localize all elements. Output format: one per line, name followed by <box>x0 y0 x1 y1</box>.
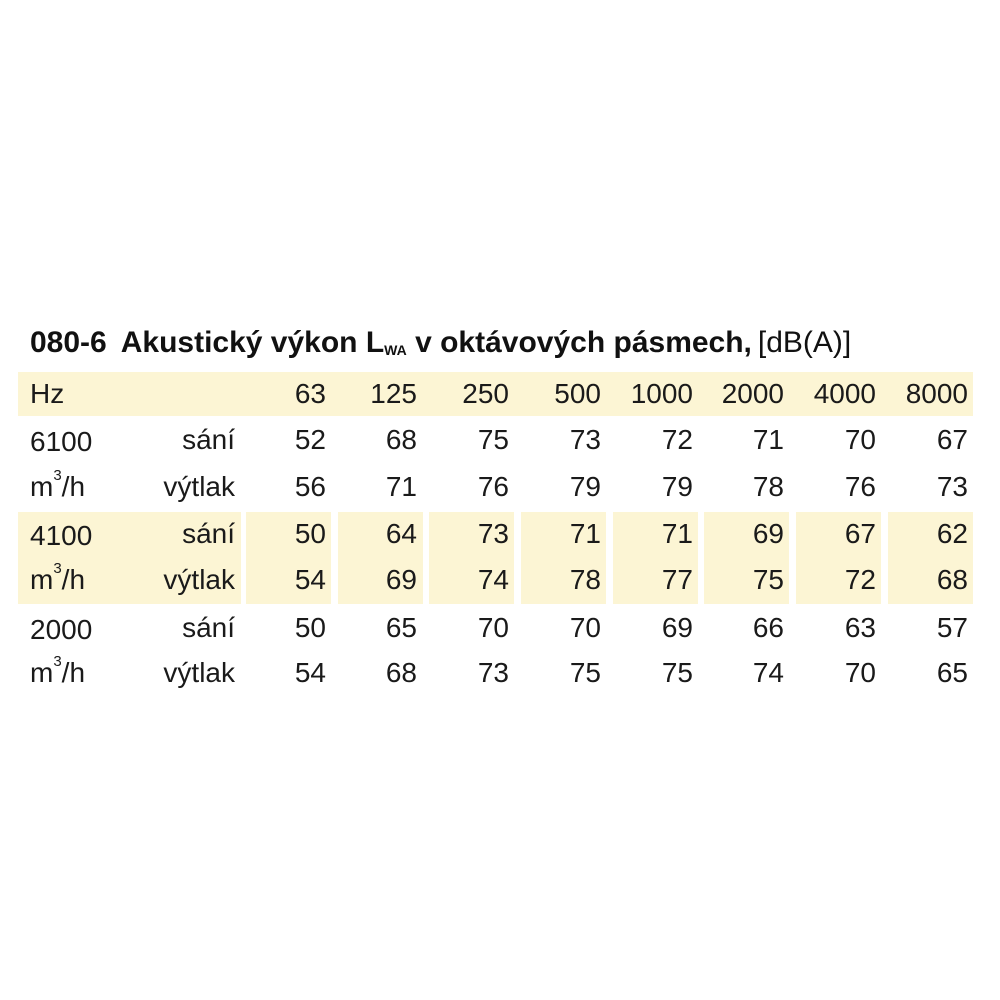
row-type-label: sání <box>182 424 235 455</box>
table-cell: 63 <box>844 612 876 643</box>
frequency-header: 4000 <box>813 378 876 409</box>
table-cell: 75 <box>569 657 601 688</box>
table-cell: 75 <box>752 564 784 595</box>
table-cell: 77 <box>661 564 693 595</box>
model-number: 080-6 <box>30 326 107 359</box>
table-cell: 78 <box>752 471 784 502</box>
row-type-label: výtlak <box>163 471 235 502</box>
table-cell: 52 <box>294 424 326 455</box>
frequency-header: 8000 <box>905 378 968 409</box>
flow-unit <box>30 467 86 504</box>
table-cell: 72 <box>844 564 876 595</box>
flow-rate: 6100 <box>30 426 93 457</box>
flow-unit <box>30 653 86 690</box>
table-cell: 69 <box>385 564 417 595</box>
table-cell: 70 <box>844 424 876 455</box>
table-cell: 70 <box>569 612 601 643</box>
title-unit: [dB(A)] <box>757 326 852 359</box>
table-cell: 68 <box>385 424 417 455</box>
table-cell: 71 <box>752 424 784 455</box>
table-cell: 75 <box>661 657 693 688</box>
table-cell: 73 <box>477 657 509 688</box>
frequency-header: 500 <box>554 378 601 409</box>
table-cell: 68 <box>936 564 968 595</box>
table-cell: 62 <box>936 518 968 549</box>
table-cell: 71 <box>569 518 601 549</box>
table-cell: 76 <box>477 471 509 502</box>
table-cell: 50 <box>294 612 326 643</box>
table-cell: 70 <box>477 612 509 643</box>
table-cell: 54 <box>294 564 326 595</box>
table-cell: 68 <box>385 657 417 688</box>
table-cell: 64 <box>385 518 417 549</box>
table-cell: 76 <box>844 471 876 502</box>
table-cell: 54 <box>294 657 326 688</box>
table-cell: 72 <box>661 424 693 455</box>
table-cell: 66 <box>752 612 784 643</box>
table-cell: 56 <box>294 471 326 502</box>
row-type-label: výtlak <box>163 657 235 688</box>
table-cell: 79 <box>569 471 601 502</box>
flow-unit-rest: /h <box>61 657 86 688</box>
table-cell: 71 <box>661 518 693 549</box>
row-type-label: výtlak <box>163 564 235 595</box>
table-cell: 69 <box>752 518 784 549</box>
table-cell: 71 <box>385 471 417 502</box>
table-cell: 74 <box>752 657 784 688</box>
table-cell: 70 <box>844 657 876 688</box>
flow-unit-exponent: 3 <box>53 467 62 484</box>
frequency-header: 250 <box>462 378 509 409</box>
frequency-header: 1000 <box>630 378 693 409</box>
table-cell: 50 <box>294 518 326 549</box>
table-cell: 73 <box>936 471 968 502</box>
flow-unit-rest: /h <box>61 471 86 502</box>
table-cell: 74 <box>477 564 509 595</box>
table-cell: 78 <box>569 564 601 595</box>
frequency-header: 125 <box>370 378 417 409</box>
title-heading: Akustický výkon L <box>120 326 385 359</box>
frequency-unit-label: Hz <box>30 378 65 409</box>
flow-unit <box>30 560 86 597</box>
flow-unit-exponent: 3 <box>53 560 62 577</box>
row-type-label: sání <box>182 518 235 549</box>
table-cell: 67 <box>844 518 876 549</box>
table-cell: 75 <box>477 424 509 455</box>
flow-unit-base: m <box>30 471 54 502</box>
table-cell: 57 <box>936 612 968 643</box>
frequency-header: 63 <box>294 378 326 409</box>
table-cell: 79 <box>661 471 693 502</box>
flow-unit-base: m <box>30 564 54 595</box>
flow-unit-base: m <box>30 657 54 688</box>
row-type-label: sání <box>182 612 235 643</box>
title-subscript: WA <box>384 342 407 358</box>
table-cell: 65 <box>385 612 417 643</box>
table-cell: 65 <box>936 657 968 688</box>
table-cell: 69 <box>661 612 693 643</box>
table-cell: 73 <box>569 424 601 455</box>
table-cell: 67 <box>936 424 968 455</box>
frequency-header: 2000 <box>721 378 784 409</box>
table-title <box>30 318 851 368</box>
table-cell: 73 <box>477 518 509 549</box>
flow-unit-exponent: 3 <box>53 653 62 670</box>
flow-unit-rest: /h <box>61 564 86 595</box>
title-rest: v oktávových pásmech, <box>406 326 752 359</box>
flow-rate: 4100 <box>30 520 93 551</box>
flow-rate: 2000 <box>30 614 93 645</box>
